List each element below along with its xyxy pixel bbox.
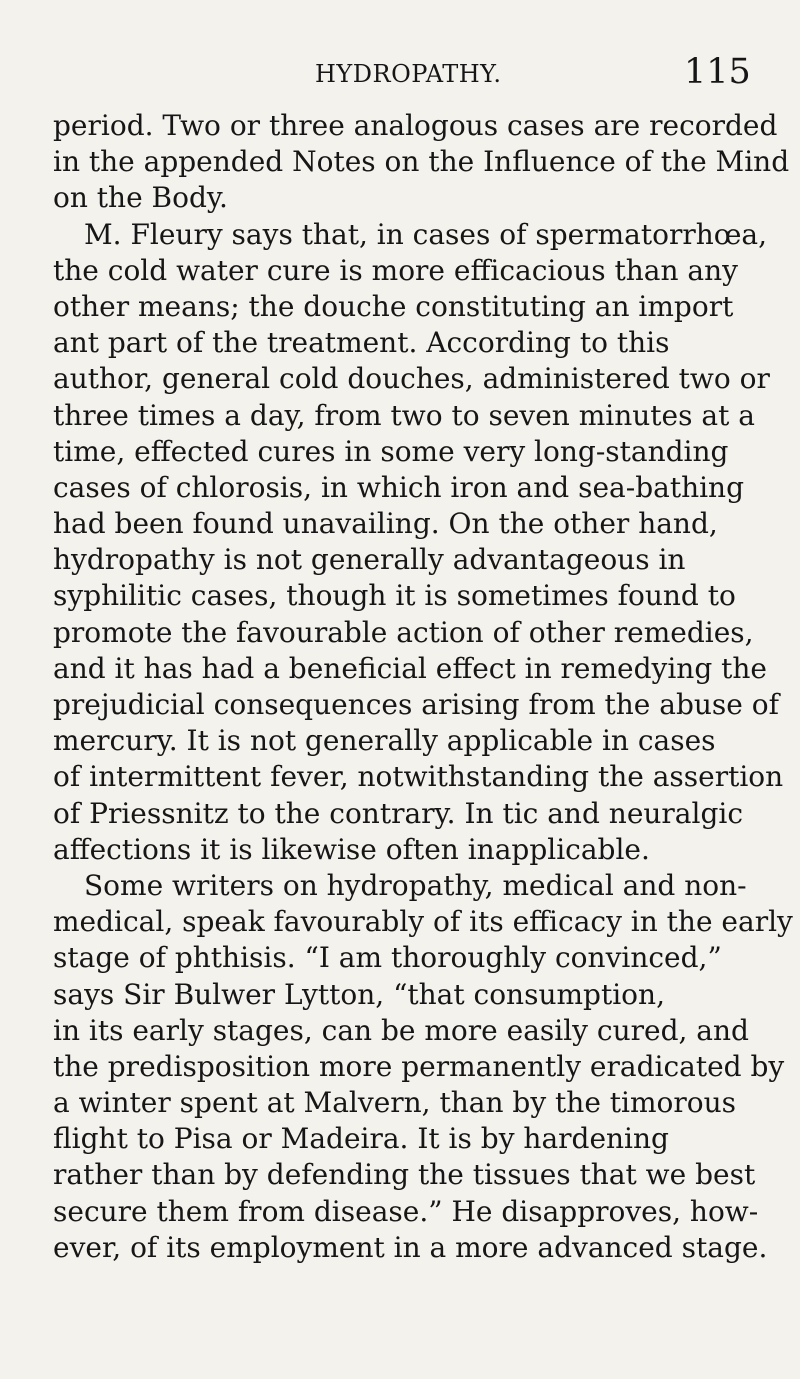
text-line: author, general cold douches, administered two or [53, 362, 770, 396]
text-line: a winter spent at Malvern, than by the timorous [53, 1086, 737, 1120]
text-line: ant part of the treatment. According to this [53, 326, 670, 360]
text-line: cases of chlorosis, in which iron and sea-bathing [53, 470, 745, 504]
text-line: promote the favourable action of other remedies, [53, 615, 754, 649]
body-text [53, 108, 793, 1266]
text-line: rather than by defending the tissues that we best [53, 1158, 756, 1192]
text-line: other means; the douche constituting an import [53, 289, 734, 323]
text-line: ever, of its employment in a more advanced stage. [53, 1230, 768, 1264]
paragraph-start-line: Some writers on hydropathy, medical and non- [84, 868, 747, 902]
text-line: the cold water cure is more efficacious than any [53, 253, 738, 287]
text-line: medical, speak favourably of its efficacy in the early [53, 905, 793, 939]
text-line: flight to Pisa or Madeira. It is by hardening [53, 1122, 669, 1156]
text-line: syphilitic cases, though it is sometimes found to [53, 579, 736, 613]
text-line: and it has had a beneficial effect in remedying the [53, 651, 767, 685]
running-title: HYDROPATHY. [315, 60, 502, 88]
text-line: period. Two or three analogous cases are recorded [53, 109, 778, 142]
text-line: prejudicial consequences arising from the abuse of [53, 688, 779, 721]
text-line: hydropathy is not generally advantageous in [53, 543, 686, 577]
running-head [0, 52, 800, 108]
text-line: had been found unavailing. On the other hand, [53, 507, 718, 541]
text-line: of Priessnitz to the contrary. In tic and neuralgic [53, 796, 744, 830]
text-line: time, effected cures in some very long-standing [53, 434, 729, 468]
text-line: stage of phthisis. “I am thoroughly convinced,” [53, 941, 722, 975]
text-line: in its early stages, can be more easily cured, and [53, 1013, 749, 1047]
text-line: mercury. It is not generally applicable in cases [53, 724, 716, 758]
paragraph-start-line: M. Fleury says that, in cases of spermatorrhœa, [84, 217, 768, 251]
text-line: affections it is likewise often inapplicable. [53, 832, 650, 866]
text-line: says Sir Bulwer Lytton, “that consumption, [53, 977, 665, 1011]
page-number: 115 [684, 52, 751, 92]
text-line: in the appended Notes on the Influence of the Mind [53, 145, 790, 179]
text-line: three times a day, from two to seven minutes at a [53, 398, 755, 432]
text-line: of intermittent fever, notwithstanding the assertion [53, 760, 784, 794]
text-line: the predisposition more permanently eradicated by [53, 1049, 785, 1083]
text-line: secure them from disease.” He disapproves, how- [53, 1194, 759, 1228]
text-line: on the Body. [53, 181, 228, 215]
